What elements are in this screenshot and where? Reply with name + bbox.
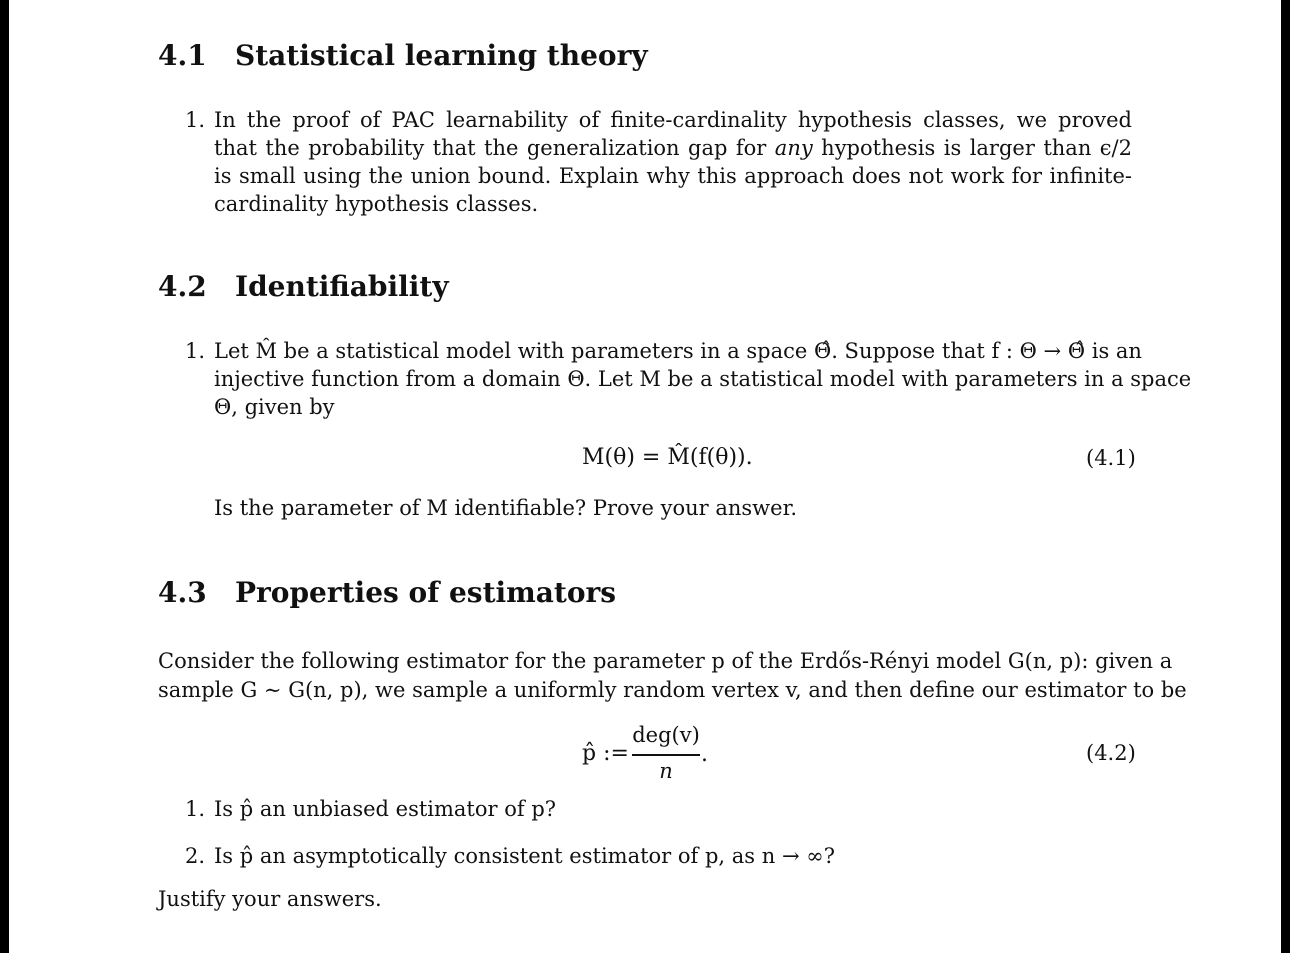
section-title: Properties of estimators <box>235 576 617 609</box>
problem-text-4-1 <box>214 106 1132 218</box>
equation-number: (4.1) <box>1086 446 1136 470</box>
list-item-text: Is p̂ an unbiased estimator of p? <box>214 797 557 821</box>
problem-line: injective function from a domain Θ. Let M be a statistical model with parameters in a space <box>214 367 1192 391</box>
list-item-number: 1. <box>185 797 206 821</box>
equation-lhs: p̂ := <box>582 741 629 766</box>
section-heading-4-2 <box>158 270 449 304</box>
problem-line: Θ, given by <box>214 395 335 419</box>
intro-line: sample G ∼ G(n, p), we sample a uniformly random vertex v, and then define our estimator to be <box>158 678 1187 702</box>
fraction <box>632 722 700 786</box>
section-heading-4-1 <box>158 39 648 73</box>
list-item-number: 1. <box>185 339 206 363</box>
section-title: Identifiability <box>235 270 449 303</box>
equation-period: . <box>701 742 708 767</box>
fraction-numerator: deg(v) <box>632 723 700 747</box>
intro-line: Consider the following estimator for the parameter p of the Erdős-Rényi model G(n, p): given a <box>158 649 1173 673</box>
problem-text-part: In the proof of PAC learnability of finite-cardinality hypothesis classes, we proved that the probability that the generalization gap for <box>214 108 1132 160</box>
equation-number: (4.2) <box>1086 741 1136 765</box>
equation-4-1: M(θ) = M̂(f(θ)). <box>582 445 753 470</box>
section-number: 4.1 <box>158 39 207 72</box>
section-heading-4-3 <box>158 576 616 610</box>
list-item-text: Is p̂ an asymptotically consistent estimator of p, as n → ∞? <box>214 844 835 868</box>
fraction-denominator: n <box>659 759 673 783</box>
section-number: 4.2 <box>158 270 207 303</box>
emphasis-text: any <box>774 136 813 160</box>
section-number: 4.3 <box>158 576 207 609</box>
section-title: Statistical learning theory <box>235 39 648 72</box>
problem-text-part: hypothesis is larger than ϵ/2 is small using the union bound. Explain why this approach does not work for infinite-cardinality hypothesis classes. <box>214 136 1132 216</box>
question-text: Is the parameter of M identifiable? Prove your answer. <box>214 496 797 520</box>
list-item-number: 2. <box>185 844 206 868</box>
closing-text: Justify your answers. <box>158 887 382 911</box>
fraction-bar <box>632 754 700 756</box>
list-item-number: 1. <box>185 108 206 132</box>
problem-line: Let M̂ be a statistical model with parameters in a space Θ̂. Suppose that f : Θ → Θ̂ is an <box>214 339 1142 363</box>
